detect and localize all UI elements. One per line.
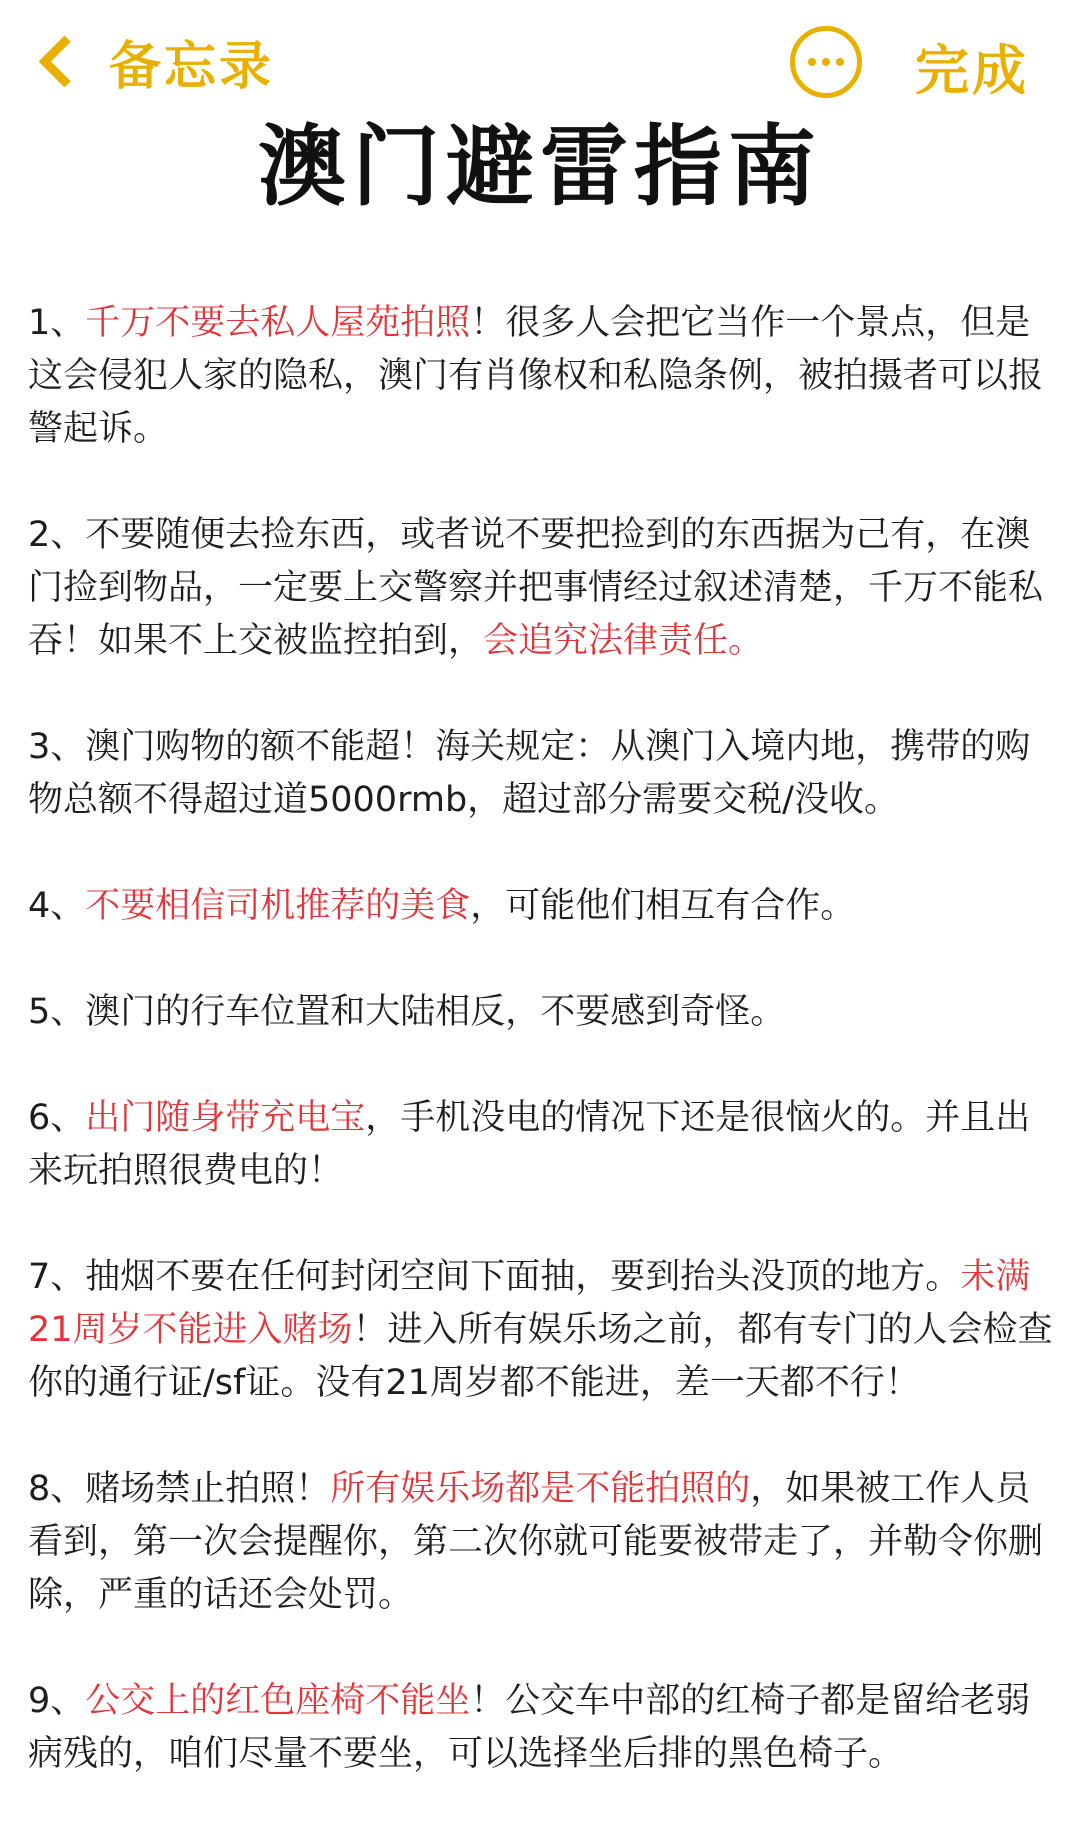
- item-text: 1、: [28, 303, 86, 343]
- item-text: 2、不要随便去捡东西，或者说不要把捡到的东西据为己有，在澳门捡到物品，一定要上交警察并把事情经过叙述清楚，千万不能私吞！如果不上交被监控拍到，: [28, 515, 1044, 661]
- item-highlight: 未满21周岁不能进入赌场: [28, 1257, 1031, 1350]
- navigation-bar: [0, 0, 1080, 120]
- list-item: [28, 721, 1058, 827]
- item-highlight: 不要相信司机推荐的美食: [85, 886, 471, 926]
- list-item: [28, 297, 1058, 456]
- back-button[interactable]: [30, 26, 274, 96]
- item-text: ！进入所有娱乐场之前，都有专门的人会检查你的通行证/sf证。没有21周岁都不能进，差一天都不行！: [28, 1310, 1053, 1403]
- item-text: 5、澳门的行车位置和大陆相反，不要感到奇怪。: [28, 992, 786, 1032]
- chevron-left-icon: [38, 35, 90, 87]
- ellipsis-dot-icon: [808, 58, 816, 66]
- note-body[interactable]: [28, 244, 1058, 1834]
- item-highlight: 出门随身带充电宝: [85, 1098, 366, 1138]
- item-highlight: 所有娱乐场都是不能拍照的: [330, 1469, 751, 1509]
- item-text: ，如果被工作人员看到，第一次会提醒你，第二次你就可能要被带走了，并勒令你删除，严重的话还会处罚。: [28, 1469, 1044, 1615]
- list-item: [28, 880, 1058, 933]
- ellipsis-dot-icon: [822, 58, 830, 66]
- list-item: [28, 986, 1058, 1039]
- item-text: 3、澳门购物的额不能超！海关规定：从澳门入境内地，携带的购物总额不得超过道5000rmb，超过部分需要交税/没收。: [28, 727, 1031, 820]
- item-text: ，可能他们相互有合作。: [470, 886, 856, 926]
- list-item: [28, 1463, 1058, 1622]
- item-text: 6、: [28, 1098, 86, 1138]
- back-label: 备忘录: [109, 36, 275, 97]
- item-highlight: 公交上的红色座椅不能坐: [85, 1681, 471, 1721]
- item-text: ！很多人会把它当作一个景点，但是这会侵犯人家的隐私，澳门有肖像权和私隐条例，被拍摄者可以报警起诉。: [28, 303, 1044, 449]
- list-item: [28, 1092, 1058, 1198]
- item-highlight: 会追究法律责任。: [483, 621, 764, 661]
- done-button[interactable]: 完成: [915, 39, 1029, 102]
- list-item: [28, 509, 1058, 668]
- item-highlight: 千万不要去私人屋苑拍照: [85, 303, 471, 343]
- item-text: 4、: [28, 886, 86, 926]
- item-text: 7、抽烟不要在任何封闭空间下面抽，要到抬头没顶的地方。: [28, 1257, 961, 1297]
- ellipsis-dot-icon: [836, 58, 844, 66]
- list-item: [28, 1675, 1058, 1781]
- item-text: 9、: [28, 1681, 86, 1721]
- list-item: [28, 1251, 1058, 1410]
- item-text: ！公交车中部的红椅子都是留给老弱病残的，咱们尽量不要坐，可以选择坐后排的黑色椅子。: [28, 1681, 1031, 1774]
- item-text: ，手机没电的情况下还是很恼火的。并且出来玩拍照很费电的！: [28, 1098, 1031, 1191]
- note-title[interactable]: 澳门避雷指南: [257, 115, 822, 218]
- item-text: 8、赌场禁止拍照！: [28, 1469, 331, 1509]
- more-options-button[interactable]: [790, 26, 862, 98]
